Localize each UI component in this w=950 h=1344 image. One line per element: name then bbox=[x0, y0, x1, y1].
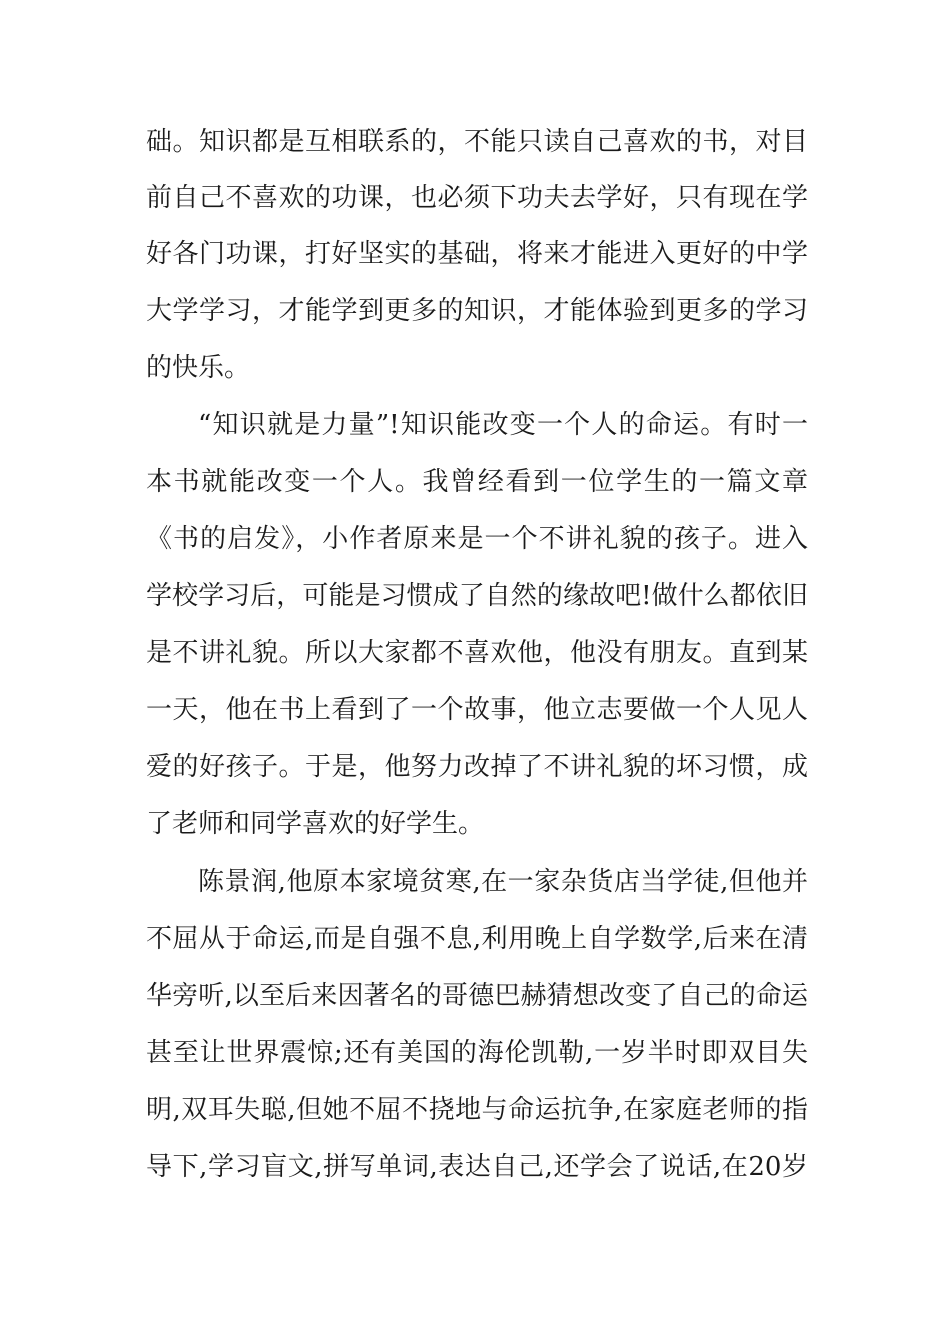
text-line: 明,双耳失聪,但她不屈不挠地与命运抗争,在家庭老师的指 bbox=[146, 1095, 808, 1125]
text-line: 一天，他在书上看到了一个故事，他立志要做一个人见人 bbox=[146, 695, 808, 725]
text-line: 本书就能改变一个人。我曾经看到一位学生的一篇文章 bbox=[146, 467, 808, 497]
text-line: 大学学习，才能学到更多的知识，才能体验到更多的学习 bbox=[146, 296, 808, 326]
text-line: 好各门功课，打好坚实的基础，将来才能进入更好的中学 bbox=[146, 239, 808, 269]
text-line: 《书的启发》，小作者原来是一个不讲礼貌的孩子。进入 bbox=[146, 524, 808, 554]
text-line: 甚至让世界震惊;还有美国的海伦凯勒,一岁半时即双目失 bbox=[146, 1038, 808, 1068]
text-line: 础。知识都是互相联系的，不能只读自己喜欢的书，对目 bbox=[146, 127, 808, 157]
text-line: 导下,学习盲文,拼写单词,表达自己,还学会了说话,在20岁 bbox=[146, 1152, 808, 1182]
paragraph-first-line: 陈景润,他原本家境贫寒,在一家杂货店当学徒,但他并 bbox=[198, 867, 808, 897]
text-line: 爱的好孩子。于是，他努力改掉了不讲礼貌的坏习惯，成 bbox=[146, 752, 808, 782]
text-line: 学校学习后，可能是习惯成了自然的缘故吧!做什么都依旧 bbox=[146, 581, 808, 611]
text-line: 不屈从于命运,而是自强不息,利用晚上自学数学,后来在清 bbox=[146, 924, 808, 954]
text-line: 的快乐。 bbox=[146, 353, 251, 383]
text-line: 前自己不喜欢的功课，也必须下功夫去学好，只有现在学 bbox=[146, 183, 808, 213]
text-line: 是不讲礼貌。所以大家都不喜欢他，他没有朋友。直到某 bbox=[146, 638, 808, 668]
paragraph-first-line: “知识就是力量”!知识能改变一个人的命运。有时一 bbox=[198, 410, 808, 440]
text-line: 华旁听,以至后来因著名的哥德巴赫猜想改变了自己的命运 bbox=[146, 981, 808, 1011]
text-line: 了老师和同学喜欢的好学生。 bbox=[146, 809, 485, 839]
